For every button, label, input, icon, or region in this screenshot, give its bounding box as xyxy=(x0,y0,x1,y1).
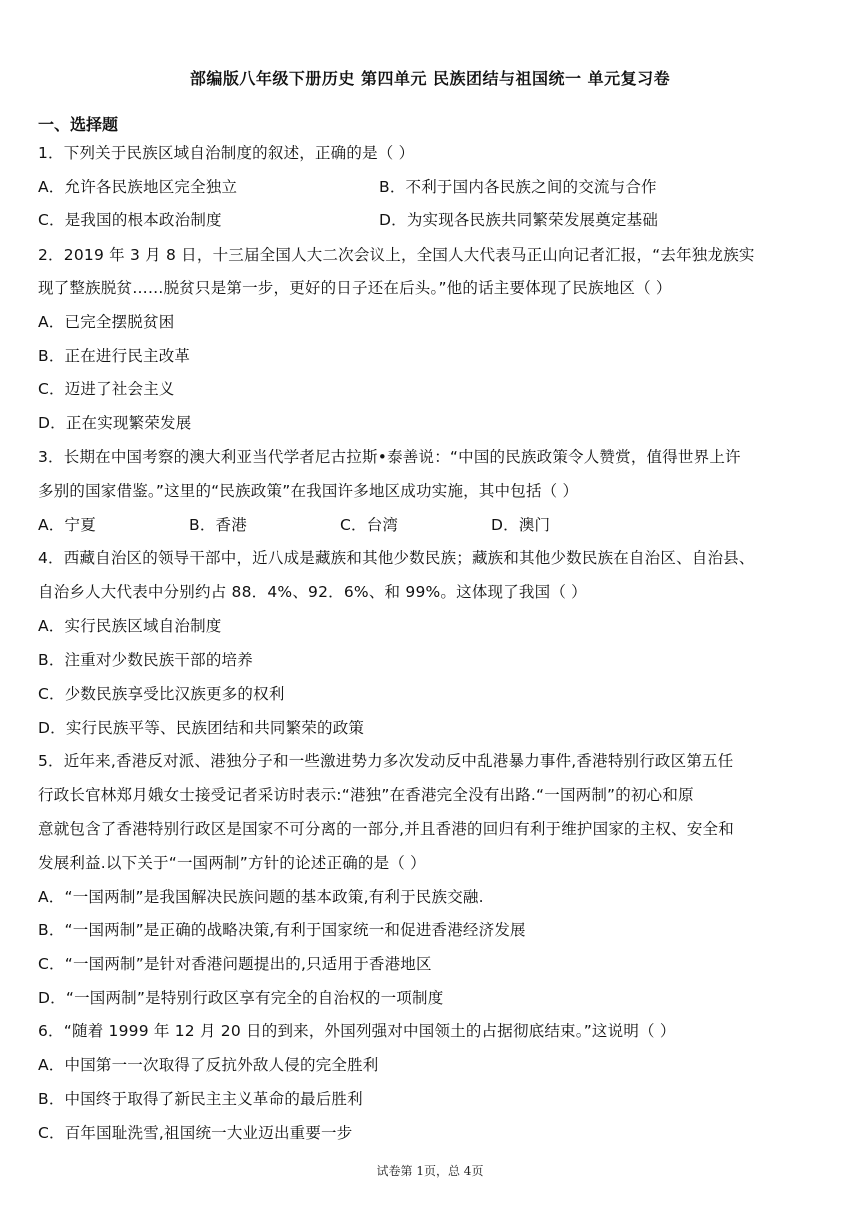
page-footer: 试卷第 1页，总 4页 xyxy=(376,1164,484,1178)
q3-option-d: D．澳门 xyxy=(491,516,551,534)
q4-option-d: D．实行民族平等、民族团结和共同繁荣的政策 xyxy=(38,719,365,737)
q3-stem-line2: 多别的国家借鉴。”这里的“民族政策”在我国许多地区成功实施，其中包括（ ） xyxy=(38,482,579,500)
q6-stem: 6．“随着 1999 年 12 月 20 日的到来，外国列强对中国领土的占据彻底结束。”这说明（ ） xyxy=(38,1022,676,1040)
q3-option-b: B．香港 xyxy=(189,516,247,534)
q5-option-d: D．“一国两制”是特别行政区享有完全的自治权的一项制度 xyxy=(38,989,444,1007)
q5-option-a: A．“一国两制”是我国解决民族问题的基本政策,有利于民族交融. xyxy=(38,888,484,906)
q3-stem-line1: 3．长期在中国考察的澳大利亚当代学者尼古拉斯•泰善说：“中国的民族政策令人赞赏，值得世界上许 xyxy=(38,448,741,466)
q6-option-c: C．百年国耻洗雪,祖国统一大业迈出重要一步 xyxy=(38,1124,353,1142)
q5-stem-line4: 发展利益.以下关于“一国两制”方针的论述正确的是（ ） xyxy=(38,854,426,872)
q4-stem-line2: 自治乡人大代表中分别约占 88．4%、92．6%、和 99%。这体现了我国（ ） xyxy=(38,583,587,601)
q2-option-c: C．迈进了社会主义 xyxy=(38,380,175,398)
q3-option-c: C．台湾 xyxy=(340,516,399,534)
q3-option-a: A．宁夏 xyxy=(38,516,96,534)
q4-stem-line1: 4．西藏自治区的领导干部中，近八成是藏族和其他少数民族；藏族和其他少数民族在自治区、自治县、 xyxy=(38,549,755,567)
q5-option-b: B．“一国两制”是正确的战略决策,有利于国家统一和促进香港经济发展 xyxy=(38,921,526,939)
q1-option-a: A．允许各民族地区完全独立 xyxy=(38,178,238,196)
q4-option-a: A．实行民族区域自治制度 xyxy=(38,617,222,635)
q2-stem-line2: 现了整族脱贫……脱贫只是第一步，更好的日子还在后头。”他的话主要体现了民族地区（ ） xyxy=(38,279,672,297)
q5-stem-line3: 意就包含了香港特别行政区是国家不可分离的一部分,并且香港的回归有利于维护国家的主权、安全和 xyxy=(38,820,734,838)
q3-options-row xyxy=(38,513,638,535)
q2-stem-line1: 2．2019 年 3 月 8 日，十三届全国人大二次会议上，全国人大代表马正山向记者汇报，“去年独龙族实 xyxy=(38,246,755,264)
q2-option-b: B．正在进行民主改革 xyxy=(38,347,191,365)
q5-stem-line1: 5．近年来,香港反对派、港独分子和一些激进势力多次发动反中乱港暴力事件,香港特别行政区第五任 xyxy=(38,752,734,770)
section-heading: 一、选择题 xyxy=(38,115,119,134)
q1-option-c: C．是我国的根本政治制度 xyxy=(38,211,222,229)
q6-option-b: B．中国终于取得了新民主主义革命的最后胜利 xyxy=(38,1090,363,1108)
q1-stem: 1．下列关于民族区域自治制度的叙述，正确的是（ ） xyxy=(38,144,415,162)
q1-option-b: B．不利于国内各民族之间的交流与合作 xyxy=(379,178,657,196)
q4-option-b: B．注重对少数民族干部的培养 xyxy=(38,651,253,669)
q1-option-d: D．为实现各民族共同繁荣发展奠定基础 xyxy=(379,211,659,229)
document-title: 部编版八年级下册历史 第四单元 民族团结与祖国统一 单元复习卷 xyxy=(189,69,671,88)
q5-option-c: C．“一国两制”是针对香港问题提出的,只适用于香港地区 xyxy=(38,955,432,973)
q6-option-a: A．中国第一一次取得了反抗外敌人侵的完全胜利 xyxy=(38,1056,379,1074)
q5-stem-line2: 行政长官林郑月娥女士接受记者采访时表示:“港独”在香港完全没有出路.“一国两制”的初心和原 xyxy=(38,786,694,804)
q4-option-c: C．少数民族享受比汉族更多的权利 xyxy=(38,685,285,703)
q1-options-row2 xyxy=(38,208,659,230)
q2-option-d: D．正在实现繁荣发展 xyxy=(38,414,192,432)
q2-option-a: A．已完全摆脱贫困 xyxy=(38,313,175,331)
q1-options-row1 xyxy=(38,175,657,197)
